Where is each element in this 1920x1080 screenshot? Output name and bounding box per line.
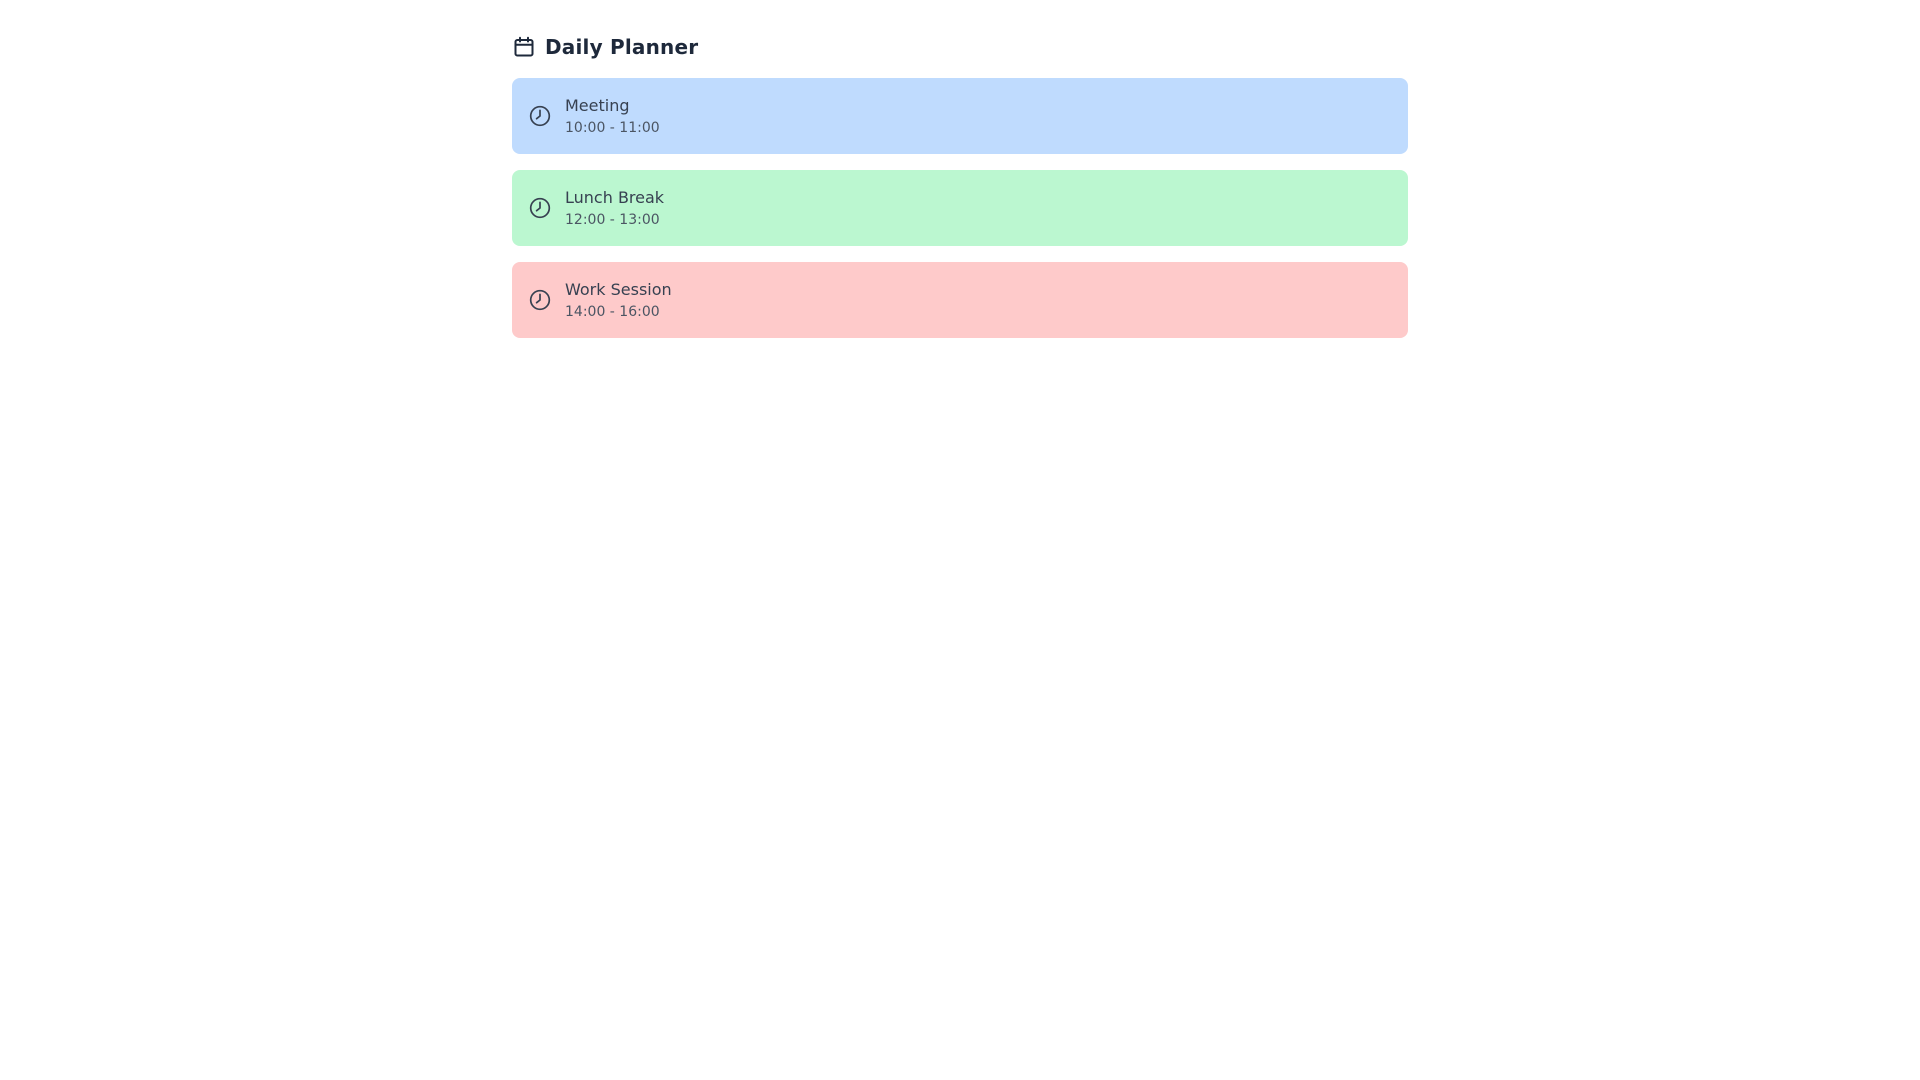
event-title: Lunch Break xyxy=(565,188,665,207)
page-title: Daily Planner xyxy=(545,35,699,59)
event-time: 12:00 - 13:00 xyxy=(565,212,660,228)
event-text xyxy=(565,94,660,138)
event-title: Meeting xyxy=(565,96,630,115)
calendar-icon xyxy=(512,35,536,59)
clock-icon xyxy=(528,104,552,128)
event-text xyxy=(565,278,672,322)
event-title: Work Session xyxy=(565,280,672,299)
planner-header xyxy=(512,33,1408,61)
clock-icon xyxy=(528,196,552,220)
planner-container xyxy=(512,0,1408,338)
event-card-lunch-break[interactable] xyxy=(512,170,1408,246)
event-card-meeting[interactable] xyxy=(512,78,1408,154)
event-card-work-session[interactable] xyxy=(512,262,1408,338)
event-time: 14:00 - 16:00 xyxy=(565,304,660,320)
clock-icon xyxy=(528,288,552,312)
event-list xyxy=(512,78,1408,338)
event-text xyxy=(565,186,664,230)
event-time: 10:00 - 11:00 xyxy=(565,120,660,136)
